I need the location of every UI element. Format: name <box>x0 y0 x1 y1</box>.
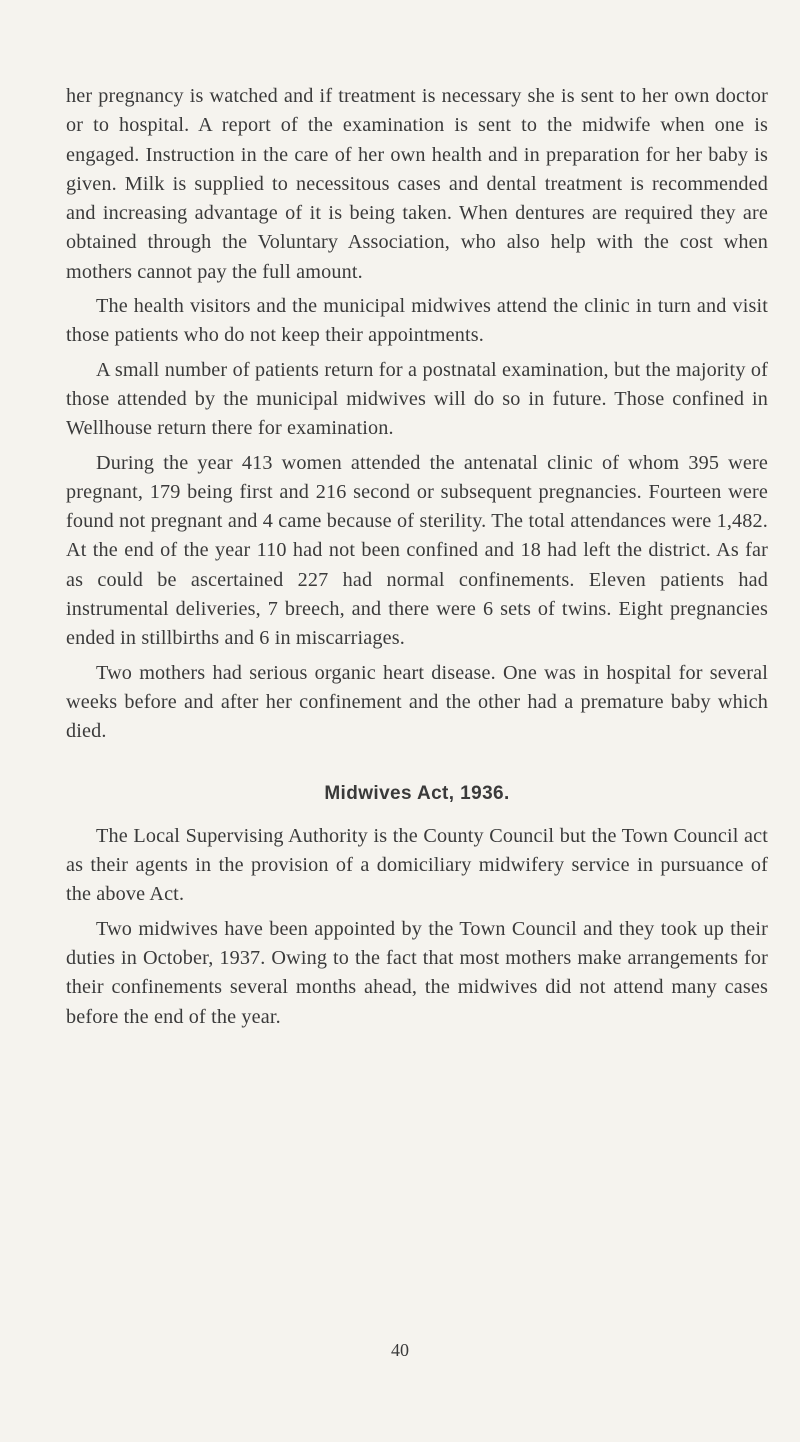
paragraph-postnatal-examination: A small number of patients return for a postnatal examination, but the majority of those attended by the municipal midwives will do so in future. Those confined in Wellhouse return there for examination. <box>66 358 768 440</box>
page-number: 40 <box>391 1340 409 1360</box>
paragraph-health-visitors: The health visitors and the municipal midwives attend the clinic in turn and visit those patients who do not keep their appointments. <box>66 295 768 347</box>
paragraph-midwives-appointed: Two midwives have been appointed by the Town Council and they took up their duties in October, 1937. Owing to the fact that most mothers make arrangements for their confinements several months ahead, the midwives did not attend many cases before the end of the year. <box>66 917 768 1028</box>
paragraph-supervising-authority: The Local Supervising Authority is the County Council but the Town Council act as their agents in the provision of a domiciliary midwifery service in pursuance of the above Act. <box>66 824 768 906</box>
paragraph-heart-disease: Two mothers had serious organic heart disease. One was in hospital for several weeks before and after her confinement and the other had a premature baby which died. <box>66 661 768 743</box>
paragraph-antenatal-care: her pregnancy is watched and if treatment is necessary she is sent to her own doctor or to hospital. A report of the examination is sent to the midwife when one is engaged. Instruction in the care of her own health and in preparation for her baby is given. Milk is supplied to necessitous cases and dental treatment is recommended and increasing advantage of it is being taken. When dentures are required they are obtained through the Voluntary Association, who also help with the cost when mothers cannot pay the full amount. <box>66 85 768 283</box>
page-body <box>66 82 768 1032</box>
paragraph-clinic-statistics: During the year 413 women attended the antenatal clinic of whom 395 were pregnant, 179 being first and 216 second or subsequent pregnancies. Fourteen were found not pregnant and 4 came because of sterility. The total attendances were 1,482. At the end of the year 110 had not been confined and 18 had left the district. As far as could be ascertained 227 had normal confinements. Eleven patients had instrumental deliveries, 7 breech, and there were 6 sets of twins. Eight pregnancies ended in stillbirths and 6 in miscarriages. <box>66 451 768 650</box>
section-heading: Midwives Act, 1936. <box>324 782 510 804</box>
